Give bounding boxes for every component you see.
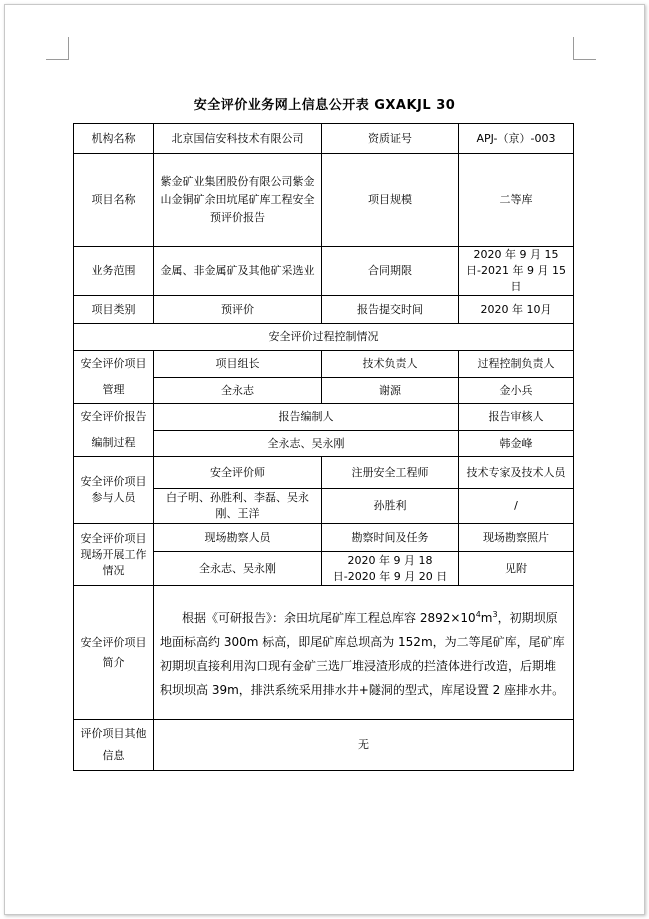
- submit-label: 报告提交时间: [322, 296, 459, 324]
- participants-header-engineer: 注册安全工程师: [322, 457, 459, 489]
- participants-experts: /: [459, 489, 574, 524]
- management-header-process: 过程控制负责人: [459, 351, 574, 378]
- report-preparer-value: 全永志、吴永刚: [154, 431, 459, 457]
- participants-header-assessor: 安全评价师: [154, 457, 322, 489]
- org-row: [74, 124, 574, 154]
- participants-label: 安全评价项目参与人员: [74, 457, 154, 524]
- project-scale-label: 项目规模: [322, 154, 459, 247]
- report-label: 安全评价报告编制过程: [74, 404, 154, 457]
- document-title: 安全评价业务网上信息公开表 GXAKJL 30: [193, 98, 456, 113]
- site-header-time: 勘察时间及任务: [322, 524, 459, 552]
- management-header-tech: 技术负责人: [322, 351, 459, 378]
- project-scale-value: 二等库: [459, 154, 574, 247]
- intro-exponent-4: 4: [475, 610, 481, 619]
- site-time: 2020 年 9 月 18 日-2020 年 9 月 20 日: [322, 552, 459, 586]
- management-tech: 谢源: [322, 378, 459, 404]
- contract-value: 2020 年 9 月 15 日-2021 年 9 月 15 日: [459, 247, 574, 296]
- business-value: 金属、非金属矿及其他矿采选业: [154, 247, 322, 296]
- other-label: 评价项目其他信息: [74, 720, 154, 771]
- project-name-value: 紫金矿业集团股份有限公司紫金山金铜矿余田坑尾矿库工程安全预评价报告: [154, 154, 322, 247]
- site-header-row: [74, 524, 574, 552]
- participants-engineers: 孙胜利: [322, 489, 459, 524]
- other-value: 无: [154, 720, 574, 771]
- intro-unit-m: m: [480, 611, 493, 625]
- management-process: 金小兵: [459, 378, 574, 404]
- participants-assessors: 白子明、孙胜利、李磊、吴永刚、王洋: [154, 489, 322, 524]
- participants-header-experts: 技术专家及技术人员: [459, 457, 574, 489]
- business-label: 业务范围: [74, 247, 154, 296]
- category-row: [74, 296, 574, 324]
- org-value: 北京国信安科技术有限公司: [154, 124, 322, 154]
- report-reviewer-value: 韩金峰: [459, 431, 574, 457]
- intro-label: 安全评价项目简介: [74, 586, 154, 720]
- report-reviewer-label: 报告审核人: [459, 404, 574, 431]
- site-staff: 全永志、吴永刚: [154, 552, 322, 586]
- cert-value: APJ-（京）-003: [459, 124, 574, 154]
- process-heading: 安全评价过程控制情况: [74, 324, 574, 351]
- participants-header-row: [74, 457, 574, 489]
- org-label: 机构名称: [74, 124, 154, 154]
- management-header-row: [74, 351, 574, 378]
- business-row: [74, 247, 574, 296]
- intro-text: [154, 586, 574, 720]
- intro-text-start: 根据《可研报告》：余田坑尾矿库工程总库容 2892×10: [182, 611, 476, 625]
- cert-label: 资质证号: [322, 124, 459, 154]
- report-preparer-label: 报告编制人: [154, 404, 459, 431]
- top-right-margin-marker: [573, 37, 596, 60]
- site-header-photos: 现场勘察照片: [459, 524, 574, 552]
- project-row: [74, 154, 574, 247]
- top-left-margin-marker: [46, 37, 69, 60]
- site-photos: 见附: [459, 552, 574, 586]
- info-table: [73, 123, 574, 771]
- other-row: [74, 720, 574, 771]
- site-label: 安全评价项目现场开展工作情况: [74, 524, 154, 586]
- contract-label: 合同期限: [322, 247, 459, 296]
- submit-value: 2020 年 10月: [459, 296, 574, 324]
- site-header-staff: 现场勘察人员: [154, 524, 322, 552]
- management-leader: 全永志: [154, 378, 322, 404]
- report-header-row: [74, 404, 574, 431]
- intro-row: [74, 586, 574, 720]
- category-value: 预评价: [154, 296, 322, 324]
- category-label: 项目类别: [74, 296, 154, 324]
- process-heading-row: [74, 324, 574, 351]
- management-header-leader: 项目组长: [154, 351, 322, 378]
- intro-text-end: ，初期坝原地面标高约 300m 标高，即尾矿库总坝高为 152m，为二等尾矿库，尾矿库初期坝直接利用沟口现有金矿三选厂堆浸渣形成的拦渣体进行改造，后期堆积坝坝高 39m，排洪系统采用排水井+隧洞的型式，库尾设置 2 座排水井。: [160, 611, 565, 697]
- project-name-label: 项目名称: [74, 154, 154, 247]
- management-label: 安全评价项目管理: [74, 351, 154, 404]
- intro-exponent-3: 3: [492, 610, 498, 619]
